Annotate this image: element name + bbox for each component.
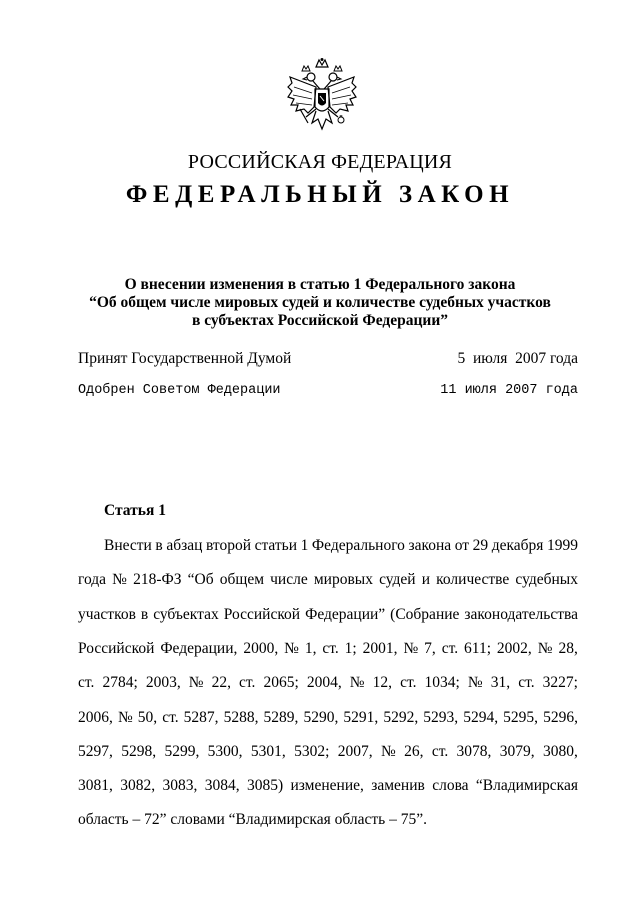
- word: от: [454, 537, 470, 554]
- word: №: [284, 640, 299, 657]
- word: 22,: [211, 674, 231, 691]
- word: 5288,: [223, 709, 259, 726]
- word: 7,: [424, 640, 436, 657]
- article-text-line: [78, 777, 578, 795]
- word: №: [349, 674, 365, 691]
- word: ст.: [518, 674, 535, 691]
- word: 5300,: [207, 743, 243, 760]
- word: №: [380, 743, 396, 760]
- word: №: [403, 640, 419, 657]
- word: судей: [379, 571, 416, 588]
- word: (Собрание: [390, 606, 460, 623]
- word: участков: [78, 606, 136, 623]
- word: 26,: [404, 743, 424, 760]
- word: 1,: [304, 640, 317, 657]
- word: декабря: [491, 537, 544, 554]
- word: Федерации”: [305, 606, 386, 623]
- word: числе: [270, 571, 308, 588]
- word: 1: [300, 537, 309, 554]
- word: 3227;: [542, 674, 578, 691]
- law-title-line: “Об общем числе мировых судей и количестве судебных участков: [89, 294, 551, 311]
- word: Российской: [223, 606, 301, 623]
- duma-date: 5 июля 2007 года: [457, 350, 578, 367]
- law-title-line: в субъектах Российской Федерации”: [191, 312, 449, 329]
- word: 29: [472, 537, 489, 554]
- word: 5293,: [423, 709, 459, 726]
- word: и: [421, 571, 431, 588]
- word: №: [537, 640, 553, 657]
- document-type: ФЕДЕРАЛЬНЫЙ ЗАКОН: [125, 181, 515, 208]
- word: 2004,: [306, 674, 342, 691]
- word: 5291,: [343, 709, 379, 726]
- word: статьи: [254, 537, 298, 554]
- adoption-council-row: [78, 383, 578, 398]
- word: №: [188, 674, 204, 691]
- word: заменив: [371, 777, 425, 794]
- word: закона: [408, 537, 452, 554]
- word: 5296,: [543, 709, 578, 726]
- word: 3080,: [542, 743, 578, 760]
- word: 2002,: [496, 640, 532, 657]
- word: 2006,: [78, 709, 113, 726]
- word: 3085): [246, 777, 284, 794]
- word: 5299,: [164, 743, 200, 760]
- word: 2065;: [263, 674, 299, 691]
- word: 31,: [490, 674, 511, 691]
- country-name: РОССИЙСКАЯ ФЕДЕРАЦИЯ: [187, 151, 453, 173]
- word: 3081,: [78, 777, 113, 794]
- word: 611;: [464, 640, 491, 657]
- word: слова: [432, 777, 469, 794]
- word: ст.: [400, 674, 417, 691]
- word: 2007,: [337, 743, 373, 760]
- word: общем: [219, 571, 265, 588]
- article-heading: Статья 1: [104, 502, 166, 519]
- word: второй: [205, 537, 251, 554]
- law-title: [0, 276, 640, 330]
- article-text-line: [78, 606, 578, 624]
- law-title-line: О внесении изменения в статью 1 Федерального закона: [124, 276, 516, 293]
- word: 218-ФЗ: [133, 571, 182, 588]
- word: ст.: [239, 674, 256, 691]
- coat-of-arms-emblem: [286, 57, 358, 139]
- word: 1;: [344, 640, 357, 657]
- word: 2001,: [362, 640, 398, 657]
- word: 3084,: [204, 777, 240, 794]
- word: ст.: [78, 674, 95, 691]
- article-text-line: [78, 709, 578, 727]
- word: 5297,: [78, 743, 113, 760]
- word: 5294,: [463, 709, 499, 726]
- word: №: [117, 709, 133, 726]
- council-label: Одобрен Советом Федерации: [78, 383, 281, 398]
- word: 2784;: [102, 674, 138, 691]
- word: 3083,: [162, 777, 198, 794]
- word: изменение,: [290, 777, 364, 794]
- word: 2000,: [243, 640, 279, 657]
- word: 3079,: [499, 743, 535, 760]
- word: абзац: [166, 537, 203, 554]
- word: Федерального: [311, 537, 405, 554]
- article-text-line: область – 72” словами “Владимирская область – 75”.: [78, 811, 427, 828]
- word: 5295,: [503, 709, 539, 726]
- word: “Владимирская: [475, 777, 578, 794]
- duma-label: Принят Государственной Думой: [78, 350, 292, 367]
- word: в: [140, 606, 149, 623]
- word: №: [467, 674, 483, 691]
- word: ст.: [162, 709, 179, 726]
- word: 1034;: [424, 674, 460, 691]
- word: 1999: [546, 537, 578, 554]
- word: Внести: [104, 537, 152, 554]
- word: 5298,: [121, 743, 157, 760]
- word: субъектах: [153, 606, 219, 623]
- word: 5289,: [263, 709, 299, 726]
- word: ст.: [431, 743, 449, 760]
- article-text-line: [78, 743, 578, 761]
- word: количестве: [436, 571, 510, 588]
- word: 12,: [372, 674, 393, 691]
- word: 2003,: [145, 674, 181, 691]
- word: судебных: [515, 571, 578, 588]
- word: “Об: [187, 571, 214, 588]
- word: 3078,: [456, 743, 492, 760]
- council-date: 11 июля 2007 года: [440, 383, 578, 398]
- article-text-line: [78, 571, 578, 589]
- article-text-line: [78, 640, 578, 658]
- word: 3082,: [120, 777, 156, 794]
- article-text-line: [104, 537, 578, 555]
- word: законодательства: [464, 606, 578, 623]
- word: Федерации,: [160, 640, 238, 657]
- word: в: [155, 537, 163, 554]
- word: ст.: [322, 640, 339, 657]
- adoption-duma-row: [78, 350, 578, 368]
- word: 28,: [558, 640, 578, 657]
- word: Российской: [78, 640, 155, 657]
- word: 5302;: [294, 743, 330, 760]
- word: ст.: [441, 640, 459, 657]
- word: 5292,: [383, 709, 419, 726]
- word: мировых: [313, 571, 373, 588]
- word: 5301,: [250, 743, 286, 760]
- word: 5290,: [303, 709, 339, 726]
- word: №: [112, 571, 127, 588]
- word: года: [78, 571, 107, 588]
- article-text-line: [78, 674, 578, 692]
- word: 50,: [137, 709, 158, 726]
- word: 5287,: [183, 709, 219, 726]
